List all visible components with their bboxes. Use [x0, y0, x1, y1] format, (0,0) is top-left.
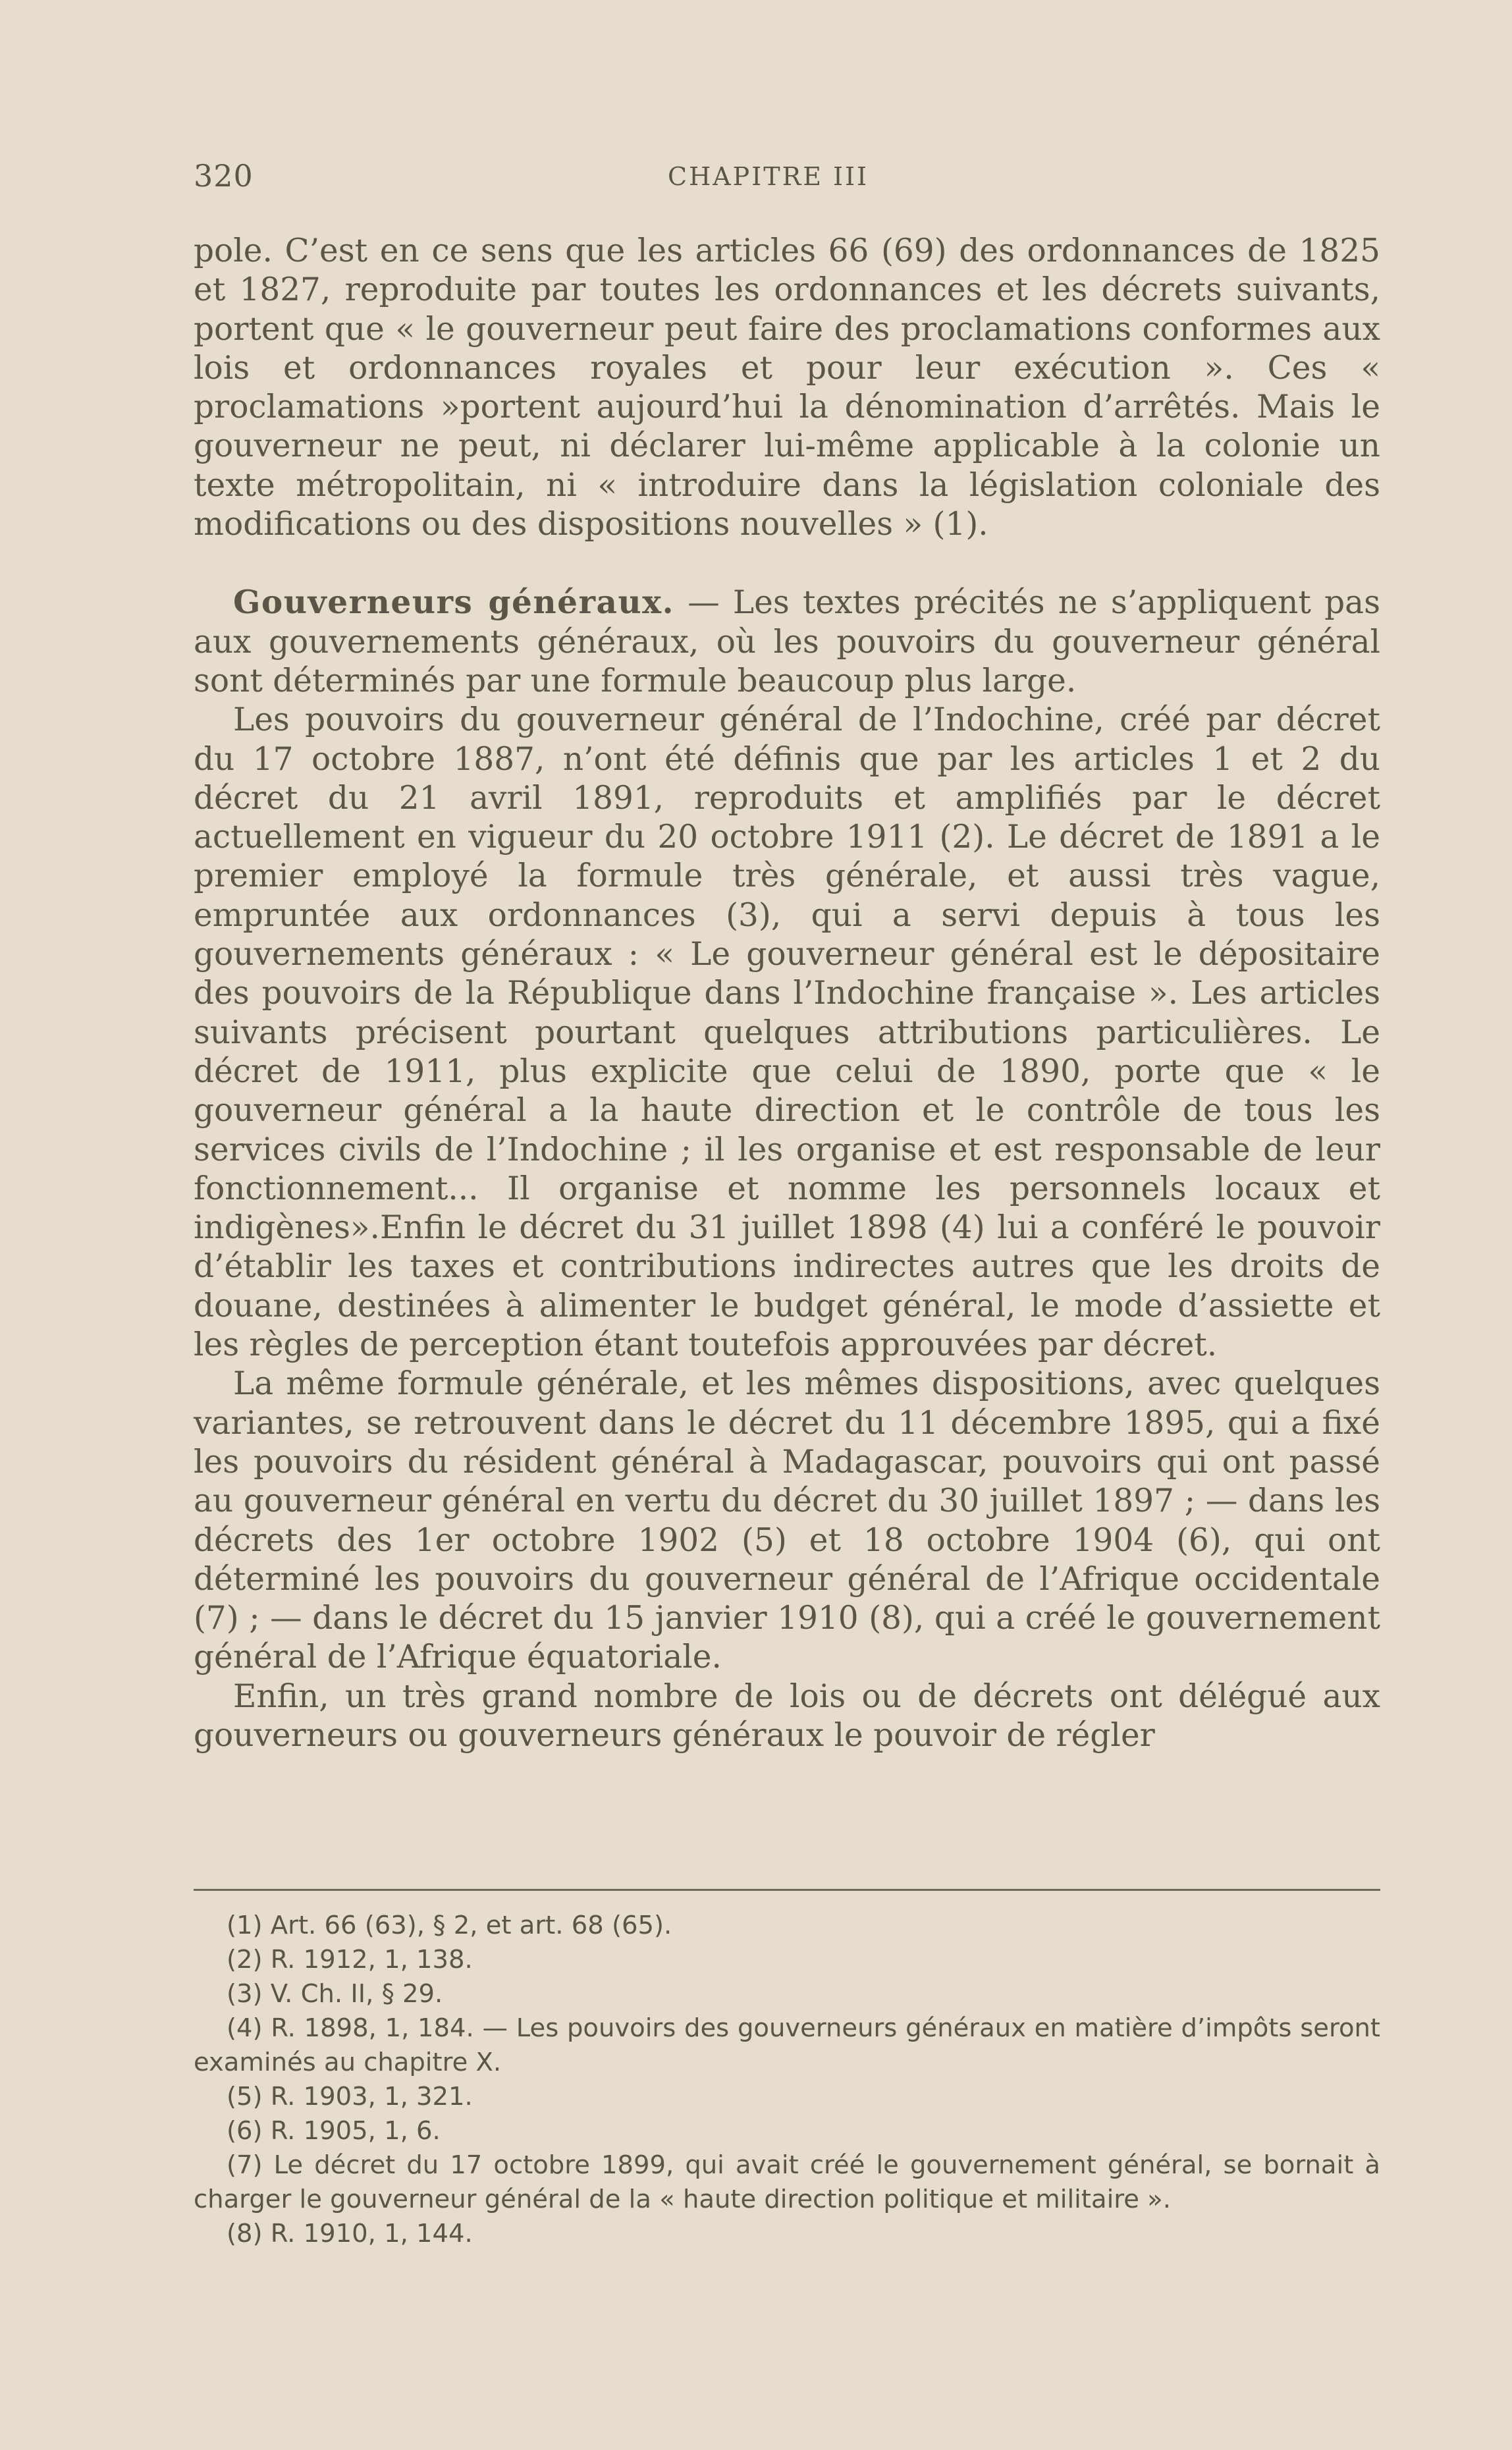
footnote-1: (1) Art. 66 (63), § 2, et art. 68 (65). — [227, 1911, 672, 1940]
page-header — [194, 158, 1380, 198]
paragraph-indochine: Les pouvoirs du gouverneur général de l’Indochine, créé par décret du 17 octobre 1887, n’ont été définis que par les articles 1 et 2 du décret du 21 avril 1891, reproduits et amplifiés par le décret actuellement en vigueur du 20 octobre 1911 (2). Le décret de 1891 a le premier employé la formule très générale, et aussi très vague, empruntée aux ordonnances (3), qui a servi depuis à tous les gouvernements généraux : « Le gouverneur général est le dépositaire des pouvoirs de la République dans l’Indochine française ». Les articles suivants précisent pourtant quelques attributions particulières. Le décret de 1911, plus explicite que celui de 1890, porte que « le gouverneur général a la haute direction et le contrôle de tous les services civils de l’Indochine ; il les organise et est responsable de leur fonctionnement... Il organise et nomme les personnels locaux et indigènes».Enfin le décret du 31 juillet 1898 (4) lui a conféré le pouvoir d’établir les taxes et contributions indirectes autres que les droits de douane, destinées à alimenter le budget général, le mode d’assiette et les règles de perception étant toutefois approuvées par décret. — [194, 701, 1380, 1364]
footnote-2: (2) R. 1912, 1, 138. — [227, 1945, 473, 1974]
footnote-7: (7) Le décret du 17 octobre 1899, qui avait créé le gouvernement général, se bornait à charger le gouverneur général de la « haute direction politique et militaire ». — [194, 2150, 1380, 2214]
footnotes — [194, 1909, 1380, 2251]
footnote-divider — [194, 1889, 1380, 1891]
running-head: CHAPITRE III — [668, 162, 869, 191]
footnote-4: (4) R. 1898, 1, 184. — Les pouvoirs des gouverneurs généraux en matière d’impôts seront examinés au chapitre X. — [194, 2013, 1380, 2077]
paragraph-madagascar-afrique: La même formule générale, et les mêmes dispositions, avec quelques variantes, se retrouvent dans le décret du 11 décembre 1895, qui a fixé les pouvoirs du résident général à Madagascar, pouvoirs qui ont passé au gouverneur général en vertu du décret du 30 juillet 1897 ; — dans les décrets des 1er octobre 1902 (5) et 18 octobre 1904 (6), qui ont déterminé les pouvoirs du gouverneur général de l’Afrique occidentale (7) ; — dans le décret du 15 janvier 1910 (8), qui a créé le gouvernement général de l’Afrique équatoriale. — [194, 1365, 1380, 1676]
section-title: Gouverneurs généraux. — [233, 584, 674, 622]
paragraph-continuation: pole. C’est en ce sens que les articles 66 (69) des ordonnances de 1825 et 1827, reproduite par toutes les ordonnances et les décrets suivants, portent que « le gouverneur peut faire des proclamations conformes aux lois et ordonnances royales et pour leur exécution ». Ces « proclamations »portent aujourd’hui la dénomination d’arrêtés. Mais le gouverneur ne peut, ni déclarer lui-même applicable à la colonie un texte métropolitain, ni « introduire dans la législation coloniale des modifications ou des dispositions nouvelles » (1). — [194, 232, 1380, 543]
footnote-3: (3) V. Ch. II, § 29. — [227, 1979, 443, 2009]
footnote-8: (8) R. 1910, 1, 144. — [227, 2219, 473, 2248]
main-text — [194, 232, 1380, 1755]
paragraph-delegation: Enfin, un très grand nombre de lois ou de décrets ont délégué aux gouverneurs ou gouverneurs généraux le pouvoir de régler — [194, 1677, 1380, 1754]
footnote-5: (5) R. 1903, 1, 321. — [227, 2082, 473, 2111]
paragraph-section-start — [194, 583, 1380, 701]
section-intro-text: — Les textes précités ne s’appliquent pas aux gouvernements généraux, où les pouvoirs du gouverneur général sont déterminés par une formule beaucoup plus large. — [194, 584, 1380, 699]
page-number: 320 — [194, 158, 254, 194]
footnote-6: (6) R. 1905, 1, 6. — [227, 2116, 441, 2146]
